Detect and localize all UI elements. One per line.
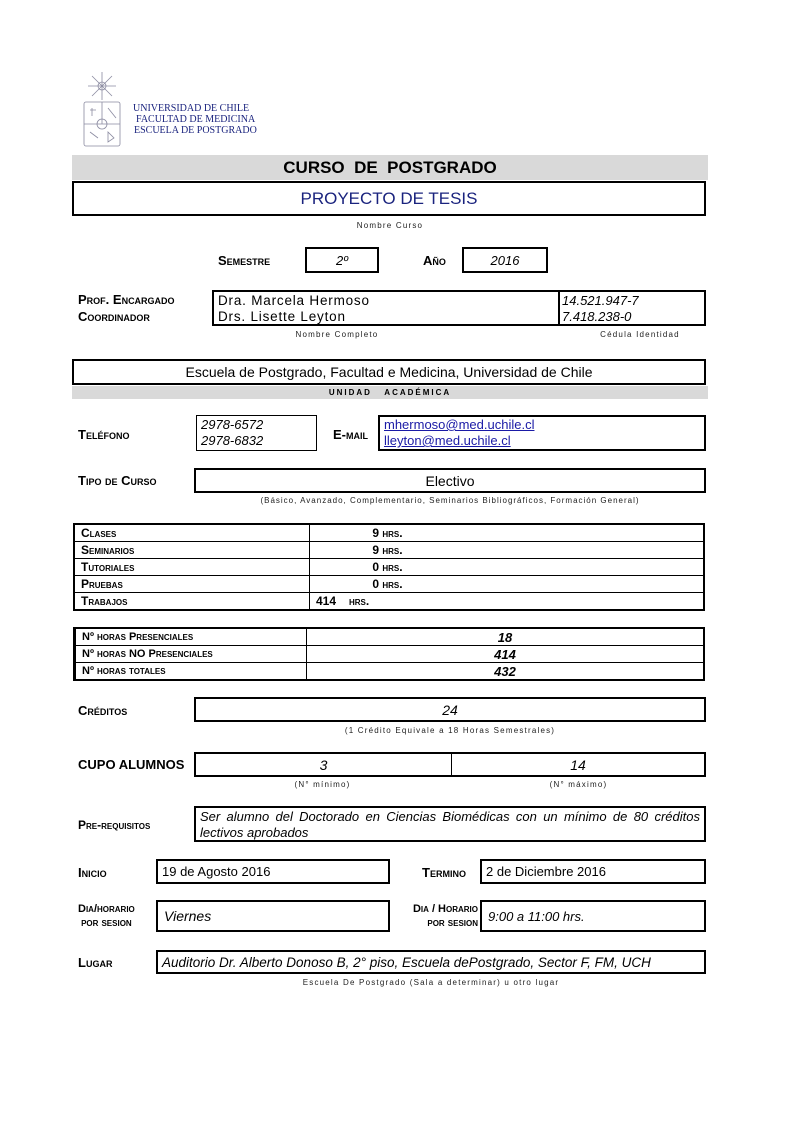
course-type-caption: (Básico, Avanzado, Complementario, Seminarios Bibliográficos, Formación General) (260, 496, 640, 505)
prof-encargado-label: Prof. Encargado (78, 292, 175, 307)
table-row (75, 576, 704, 593)
prerequisites-field (194, 806, 706, 842)
hours-breakdown-table (73, 523, 705, 611)
table-row (75, 542, 704, 559)
year-label: Año (423, 253, 446, 268)
semester-field (305, 247, 379, 273)
phone-2: 2978-6832 (201, 433, 264, 448)
academic-unit-caption: UNIDAD ACADÉMICA (328, 388, 452, 397)
location-label: Lugar (78, 955, 113, 970)
totals-value: 432 (307, 663, 704, 680)
institution-line-school: ESCUELA DE POSTGRADO (134, 125, 257, 136)
start-date-field (156, 859, 390, 884)
staff-name-1: Dra. Marcela Hermoso (218, 293, 370, 308)
staff-id-2: 7.418.238-0 (562, 309, 632, 324)
time-label-line-2: por sesion (427, 917, 478, 929)
hours-value-cell (310, 542, 704, 559)
location-caption: Escuela De Postgrado (Sala a determinar) u otro lugar (302, 978, 560, 987)
hours-unit: hrs. (382, 543, 403, 557)
staff-ids (560, 292, 704, 324)
hours-label: Pruebas (75, 576, 310, 593)
time-label-line-1: Dia / Horario (412, 903, 478, 915)
course-name: PROYECTO DE TESIS (300, 188, 478, 208)
day-label-line-1: Dia/horario (78, 903, 135, 915)
hours-value-cell (310, 525, 704, 542)
location-field (156, 950, 706, 974)
totals-value: 18 (307, 629, 704, 646)
hours-totals-table (73, 627, 705, 681)
institution-line-faculty: FACULTAD DE MEDICINA (136, 114, 256, 125)
prerequisites-value: Ser alumno del Doctorado en Ciencias Biomédicas con un mínimo de 80 créditos lectivos aprobados (200, 809, 700, 840)
hours-value-cell (310, 559, 704, 576)
hours-label: Tutoriales (75, 559, 310, 576)
semester-label: Semestre (218, 253, 271, 268)
staff-table (212, 290, 706, 326)
quota-min: 3 (196, 754, 452, 775)
email-field (378, 415, 706, 451)
hours-value: 9 (372, 526, 379, 540)
hours-label: Seminarios (75, 542, 310, 559)
day-label-line-2: por sesion (81, 917, 132, 929)
credits-field (194, 697, 706, 722)
phone-field (196, 415, 317, 451)
prerequisites-label: Pre-requisitos (78, 818, 151, 832)
totals-label: Nº horas NO Presenciales (76, 646, 307, 663)
institution-line-university: UNIVERSIDAD DE CHILE (133, 103, 250, 114)
phone-1: 2978-6572 (201, 417, 264, 432)
table-row (76, 629, 704, 646)
table-row (76, 646, 704, 663)
institution-name (133, 103, 257, 136)
hours-value: 0 (372, 577, 379, 591)
table-row (75, 593, 704, 610)
email-label: E-mail (333, 427, 368, 442)
staff-id-1: 14.521.947-7 (562, 293, 639, 308)
staff-id-caption: Cédula Identidad (600, 330, 680, 339)
quota-min-caption: (N° mínimo) (294, 780, 351, 789)
time-label (396, 902, 478, 930)
academic-unit-caption-bar (72, 386, 708, 399)
semester-value: 2º (336, 252, 348, 268)
day-field (156, 900, 390, 932)
credits-value: 24 (442, 701, 458, 718)
course-name-field (72, 181, 706, 216)
time-field (480, 900, 706, 932)
start-label: Inicio (78, 865, 107, 880)
quota-field (194, 752, 706, 777)
totals-label: Nº horas Presenciales (76, 629, 307, 646)
hours-value: 0 (372, 560, 379, 574)
page-title-banner (72, 155, 708, 180)
totals-value: 414 (307, 646, 704, 663)
staff-names (214, 292, 560, 324)
university-crest-icon (78, 70, 126, 150)
year-field (462, 247, 548, 273)
end-label: Termino (422, 865, 466, 880)
hours-label: Clases (75, 525, 310, 542)
hours-value-cell (310, 593, 704, 610)
email-link-1[interactable]: mhermoso@med.uchile.cl (384, 417, 535, 432)
credits-label: Créditos (78, 703, 128, 718)
hours-unit: hrs. (349, 594, 370, 608)
hours-unit: hrs. (382, 560, 403, 574)
time-value: 9:00 a 11:00 hrs. (488, 908, 585, 924)
start-date-value: 19 de Agosto 2016 (162, 864, 271, 879)
academic-unit-field (72, 359, 706, 385)
staff-name-2: Drs. Lisette Leyton (218, 309, 346, 324)
quota-label: CUPO ALUMNOS (78, 757, 185, 772)
quota-max-caption: (N° máximo) (549, 780, 608, 789)
credits-caption: (1 Crédito Equivale a 18 Horas Semestrales) (344, 726, 556, 735)
staff-name-caption: Nombre Completo (295, 330, 379, 339)
page-title: CURSO DE POSTGRADO (283, 157, 497, 177)
day-value: Viernes (164, 908, 212, 924)
totals-label: Nº horas totales (76, 663, 307, 680)
quota-max: 14 (570, 756, 586, 773)
end-date-field (480, 859, 706, 884)
hours-unit: hrs. (382, 526, 403, 540)
hours-value: 414 (316, 594, 337, 608)
academic-unit-value: Escuela de Postgrado, Facultad e Medicina, Universidad de Chile (185, 364, 593, 380)
hours-value-cell (310, 576, 704, 593)
day-label (78, 902, 135, 930)
hours-value: 9 (372, 543, 379, 557)
phone-label: Teléfono (78, 427, 130, 442)
course-type-value: Electivo (425, 472, 475, 489)
table-row (75, 559, 704, 576)
coordinador-label: Coordinador (78, 309, 150, 324)
end-date-value: 2 de Diciembre 2016 (486, 864, 606, 879)
course-type-field (194, 468, 706, 493)
course-name-caption: Nombre Curso (356, 221, 424, 230)
email-link-2[interactable]: lleyton@med.uchile.cl (384, 433, 511, 448)
hours-label: Trabajos (75, 593, 310, 610)
course-type-label: Tipo de Curso (78, 473, 157, 488)
year-value: 2016 (490, 252, 520, 268)
hours-unit: hrs. (382, 577, 403, 591)
table-row (75, 525, 704, 542)
location-value: Auditorio Dr. Alberto Donoso B, 2° piso, Escuela dePostgrado, Sector F, FM, UCH (162, 954, 651, 970)
table-row (76, 663, 704, 680)
